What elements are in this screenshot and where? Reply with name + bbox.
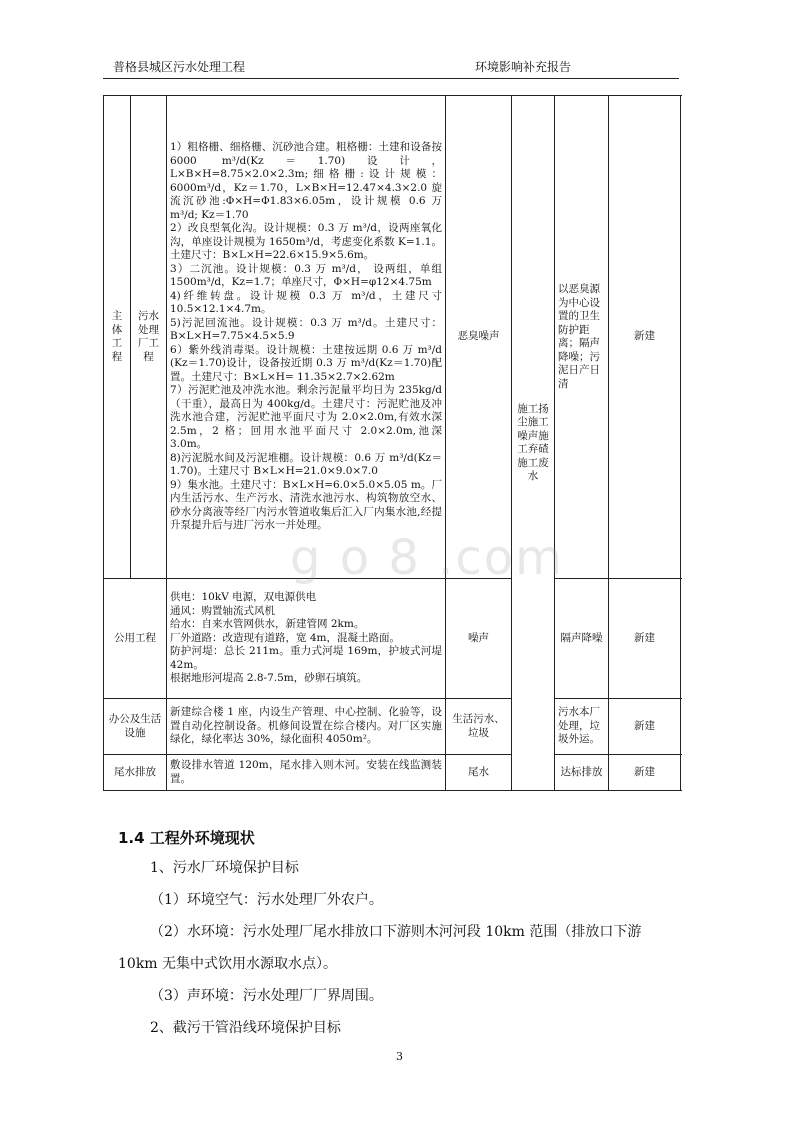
desc-line: 7）污泥贮池及冲洗水池。剩余污泥量平均日为 235kg/d（干重），最高日为 400kg/d。土建尺寸：污泥贮池及冲洗水池合建，污泥贮池平面尺寸为 2.0×2.0m,有效水深 2.5m，2 格；回用水池平面尺寸 2.0×2.0m,池深 3.0m。: [170, 384, 442, 451]
desc-line: 通风：购置轴流式风机: [170, 604, 275, 617]
category-cell: 尾水排放: [104, 755, 167, 791]
header-right: 环境影响补充报告: [475, 60, 572, 74]
pollutant-cell: 恶臭噪声: [446, 96, 512, 579]
pollutant-cell: 噪声: [446, 579, 512, 699]
watermark: g o 8 .com: [290, 530, 564, 586]
desc-line: 厂外道路：改造现有道路，宽 4m，混凝土路面。: [170, 631, 400, 644]
page-number: 3: [396, 1050, 403, 1063]
body-line: 10km 无集中式饮用水源取水点）。: [118, 956, 338, 972]
desc-line: 1）粗格栅、细格栅、沉砂池合建。粗格栅：土建和设备按 6000 m³/d(Kz＝1.70)设计，L×B×H=8.75×2.0×2.3m;细格栅:设计规模：6000m³/d，Kz＝1.70，L×B×H=12.47×4.3×2.0 旋流沉砂池:Φ×H=Φ1.83×6.05m，设计规模 0.6 万 m³/d; Kz＝1.70: [170, 141, 442, 221]
measures-cell: 以恶臭源为中心设置的卫生防护距离；隔声降噪；污泥日产日清: [555, 96, 609, 579]
header-left: 普格县城区污水处理工程: [113, 60, 246, 74]
measures-cell: 隔声降噪: [555, 579, 609, 699]
desc-line: 3）二沉池。设计规模：0.3 万 m³/d， 设两组，单组 1500m³/d，Kz=1.7；单座尺寸，Φ×H=φ12×4.75m: [170, 262, 442, 289]
construction-impact-cell: 施工扬尘施工噪声施工弃碴施工废水: [512, 96, 555, 791]
desc-line: 5)污泥回流池。设计规模：0.3 万 m³/d。土建尺寸：B×L×H=7.75×4.5×5.9: [170, 316, 442, 343]
description-cell: [167, 579, 446, 699]
table-row: [104, 755, 681, 791]
status-cell: 新建: [609, 96, 681, 579]
body-line: 2、截污干管沿线环境保护目标: [150, 1020, 341, 1036]
description-cell: [167, 96, 446, 579]
measures-cell: 污水本厂处理，垃圾外运。: [555, 699, 609, 755]
page-header: [103, 58, 679, 79]
table-row: [104, 699, 681, 755]
table-row: [104, 579, 681, 699]
pollutant-cell: 生活污水、垃圾: [446, 699, 512, 755]
desc-line: 给水：自来水管网供水，新建管网 2km。: [170, 618, 365, 631]
body-line: （2）水环境：污水处理厂尾水排放口下游则木河河段 10km 范围（排放口下游: [150, 924, 642, 940]
status-cell: 新建: [609, 755, 681, 791]
description-cell: 敷设排水管道 120m，尾水排入则木河。安装在线监测装置。: [167, 755, 446, 791]
desc-line: 根据地形河堤高 2.8-7.5m，砂卵石填筑。: [170, 672, 368, 685]
pollutant-cell: 尾水: [446, 755, 512, 791]
category-cell: 主体工程: [104, 96, 131, 579]
status-cell: 新建: [609, 579, 681, 699]
project-table: [103, 95, 681, 791]
section-title: 1.4 工程外环境现状: [118, 829, 255, 847]
category-cell: 公用工程: [104, 579, 167, 699]
desc-line: 6）紫外线消毒渠。设计规模：土建按远期 0.6 万 m³/d (Kz＝1.70)设计，设备按近期 0.3 万 m³/d(Kz＝1.70)配置。土建尺寸：B×L×H= 11.35×2.7×2.62m: [170, 343, 442, 383]
status-cell: 新建: [609, 699, 681, 755]
desc-line: 8)污泥脱水间及污泥堆棚。设计规模：0.6 万 m³/d(Kz＝1.70)。土建尺寸 B×L×H=21.0×9.0×7.0: [170, 451, 442, 478]
name-cell: 污水处理厂工程: [131, 96, 167, 579]
body-line: （3）声环境：污水处理厂厂界周围。: [150, 988, 383, 1004]
measures-cell: 达标排放: [555, 755, 609, 791]
desc-line: 4)纤维转盘。设计规模 0.3 万 m³/d，土建尺寸10.5×12.1×4.7m。: [170, 289, 442, 316]
category-cell: 办公及生活设施: [104, 699, 167, 755]
desc-line: 防护河堤：总长 211m。重力式河堤 169m，护坡式河堤 42m。: [170, 645, 442, 671]
body-line: （1）环境空气：污水处理厂外农户。: [150, 892, 383, 908]
body-line: 1、污水厂环境保护目标: [150, 860, 299, 876]
desc-line: 9）集水池。土建尺寸：B×L×H=6.0×5.0×5.05 m。厂内生活污水、生产污水、清洗水池污水、构筑物放空水、砂水分离液等经厂内污水管道收集后汇入厂内集水池,经提升泵提升后与进厂污水一并处理。: [170, 478, 442, 532]
table-row: [104, 96, 681, 579]
desc-line: 供电：10kV 电源，双电源供电: [170, 591, 317, 604]
desc-line: 2）改良型氧化沟。设计规模：0.3 万 m³/d，设两座氧化沟，单座设计规模为 1650m³/d，考虑变化系数 K=1.1。土建尺寸：B×L×H=22.6×15.9×5.6m。: [170, 222, 442, 262]
description-cell: 新建综合楼 1 座，内设生产管理、中心控制、化验等，设置自动化控制设备。机修间设置在综合楼内。对厂区实施绿化，绿化率达 30%，绿化面积 4050m²。: [167, 699, 446, 755]
